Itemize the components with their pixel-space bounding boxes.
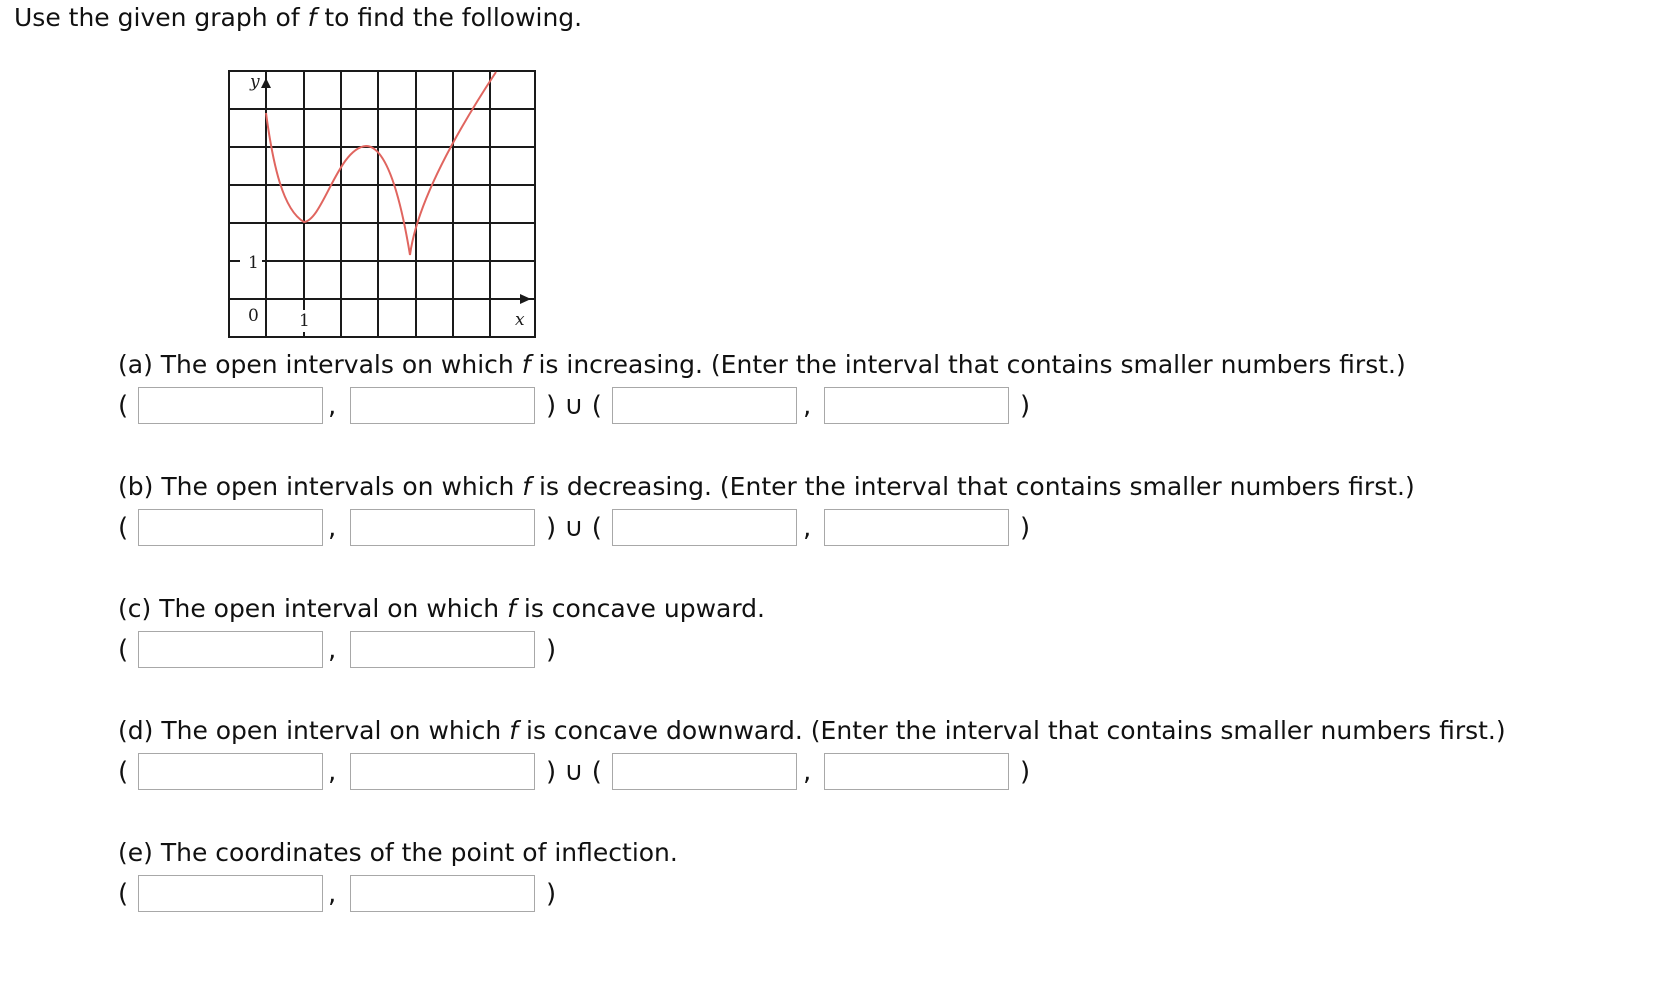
question-b-suffix: is decreasing. (Enter the interval that contains smaller numbers first.) bbox=[531, 472, 1415, 501]
question-c-suffix: is concave upward. bbox=[515, 594, 765, 623]
close-paren: ) bbox=[1020, 757, 1031, 787]
open-paren: ( bbox=[118, 635, 129, 665]
inflection-y-input[interactable] bbox=[350, 875, 535, 912]
x-axis-label: x bbox=[515, 310, 525, 330]
open-paren: ( bbox=[118, 391, 129, 421]
question-d-suffix: is concave downward. (Enter the interval that contains smaller numbers first.) bbox=[518, 716, 1506, 745]
b-interval2-end-input[interactable] bbox=[824, 509, 1009, 546]
comma: , bbox=[803, 513, 812, 543]
intro-suffix: to find the following. bbox=[316, 3, 583, 32]
close-paren: ) bbox=[1020, 391, 1031, 421]
open-paren: ( bbox=[118, 879, 129, 909]
intro-function-name: f bbox=[307, 3, 317, 32]
question-a-function-name: f bbox=[521, 350, 531, 379]
y-axis-arrow bbox=[261, 78, 271, 88]
a-interval1-end-input[interactable] bbox=[350, 387, 535, 424]
union-symbol: ) ∪ ( bbox=[546, 513, 602, 543]
question-b bbox=[118, 472, 1415, 501]
close-paren: ) bbox=[546, 635, 557, 665]
comma: , bbox=[328, 635, 337, 665]
question-a bbox=[118, 350, 1406, 379]
d-interval2-start-input[interactable] bbox=[612, 753, 797, 790]
question-c bbox=[118, 594, 765, 623]
d-interval1-end-input[interactable] bbox=[350, 753, 535, 790]
a-interval1-start-input[interactable] bbox=[138, 387, 323, 424]
comma: , bbox=[328, 757, 337, 787]
a-interval2-end-input[interactable] bbox=[824, 387, 1009, 424]
question-d-prefix: (d) The open interval on which bbox=[118, 716, 510, 745]
question-c-prefix: (c) The open interval on which bbox=[118, 594, 508, 623]
close-paren: ) bbox=[1020, 513, 1031, 543]
x-tick-label: 1 bbox=[299, 311, 310, 331]
x-axis-arrow bbox=[520, 294, 531, 304]
comma: , bbox=[328, 879, 337, 909]
graph-svg bbox=[228, 70, 538, 340]
question-c-function-name: f bbox=[507, 594, 516, 623]
y-tick-label: 1 bbox=[248, 253, 259, 273]
comma: , bbox=[328, 513, 337, 543]
question-e-label: (e) The coordinates of the point of inflection. bbox=[118, 838, 678, 867]
a-interval2-start-input[interactable] bbox=[612, 387, 797, 424]
b-interval1-start-input[interactable] bbox=[138, 509, 323, 546]
open-paren: ( bbox=[118, 513, 129, 543]
origin-label: 0 bbox=[248, 306, 259, 326]
instructions bbox=[14, 3, 582, 32]
open-paren: ( bbox=[118, 757, 129, 787]
union-symbol: ) ∪ ( bbox=[546, 757, 602, 787]
grid bbox=[229, 71, 535, 337]
d-interval2-end-input[interactable] bbox=[824, 753, 1009, 790]
comma: , bbox=[803, 391, 812, 421]
question-e bbox=[118, 838, 678, 867]
function-curve bbox=[266, 72, 496, 255]
close-paren: ) bbox=[546, 879, 557, 909]
comma: , bbox=[803, 757, 812, 787]
question-d-function-name: f bbox=[509, 716, 519, 745]
c-interval-end-input[interactable] bbox=[350, 631, 535, 668]
b-interval1-end-input[interactable] bbox=[350, 509, 535, 546]
function-graph bbox=[228, 70, 538, 340]
question-a-prefix: (a) The open intervals on which bbox=[118, 350, 522, 379]
inflection-x-input[interactable] bbox=[138, 875, 323, 912]
b-interval2-start-input[interactable] bbox=[612, 509, 797, 546]
question-b-prefix: (b) The open intervals on which bbox=[118, 472, 523, 501]
question-a-suffix: is increasing. (Enter the interval that contains smaller numbers first.) bbox=[530, 350, 1406, 379]
c-interval-start-input[interactable] bbox=[138, 631, 323, 668]
union-symbol: ) ∪ ( bbox=[546, 391, 602, 421]
question-d bbox=[118, 716, 1506, 745]
y-axis-label: y bbox=[250, 72, 260, 92]
intro-prefix: Use the given graph of bbox=[14, 3, 308, 32]
comma: , bbox=[328, 391, 337, 421]
question-b-function-name: f bbox=[522, 472, 532, 501]
d-interval1-start-input[interactable] bbox=[138, 753, 323, 790]
